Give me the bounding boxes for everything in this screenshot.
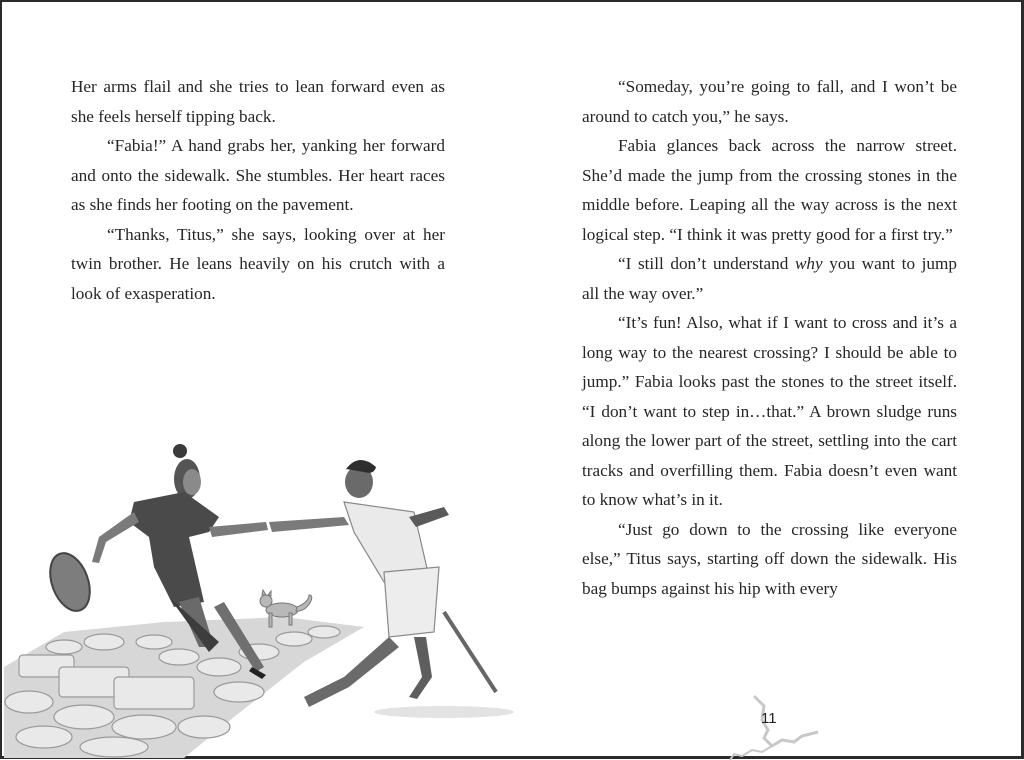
page-number: 11 (761, 710, 777, 727)
paragraph: “Just go down to the crossing like everyone else,” Titus says, starting off down the sidewalk. His bag bumps against his hip with every (582, 519, 957, 598)
story-illustration (4, 427, 519, 758)
paragraph (582, 249, 957, 308)
paragraph: “Fabia!” A hand grabs her, yanking her forward and onto the sidewalk. She stumbles. Her heart races as she finds her footing on the pavement. (71, 136, 445, 214)
paragraph: “It’s fun! Also, what if I want to cross and it’s a long way to the nearest crossing? I should be able to jump.” Fabia looks past the stones to the street itself. “I don’t want to step in…that.” A brown sludge runs along the lower part of the street, settling into the cart tracks and overfilling them. Fabia doesn’t even want to know what’s in it. (582, 313, 957, 509)
right-page-text (582, 72, 957, 603)
emphasized-word: why (794, 254, 823, 273)
paragraph: Fabia glances back across the narrow street. She’d made the jump from the crossing stones in the middle before. Leaping all the way across is the next logical step. “I think it was pretty good for a first try.” (582, 136, 957, 244)
left-page-text (71, 72, 445, 308)
text-run: “I still don’t understand (618, 254, 795, 273)
paragraph: Her arms flail and she tries to lean forward even as she feels herself tipping back. (71, 77, 445, 126)
paragraph: “Someday, you’re going to fall, and I won’t be around to catch you,” he says. (582, 77, 957, 126)
paragraph: “Thanks, Titus,” she says, looking over at her twin brother. He leans heavily on his crutch with a look of exasperation. (71, 224, 445, 303)
text-run: you want to jump all the way over.” (582, 254, 957, 303)
